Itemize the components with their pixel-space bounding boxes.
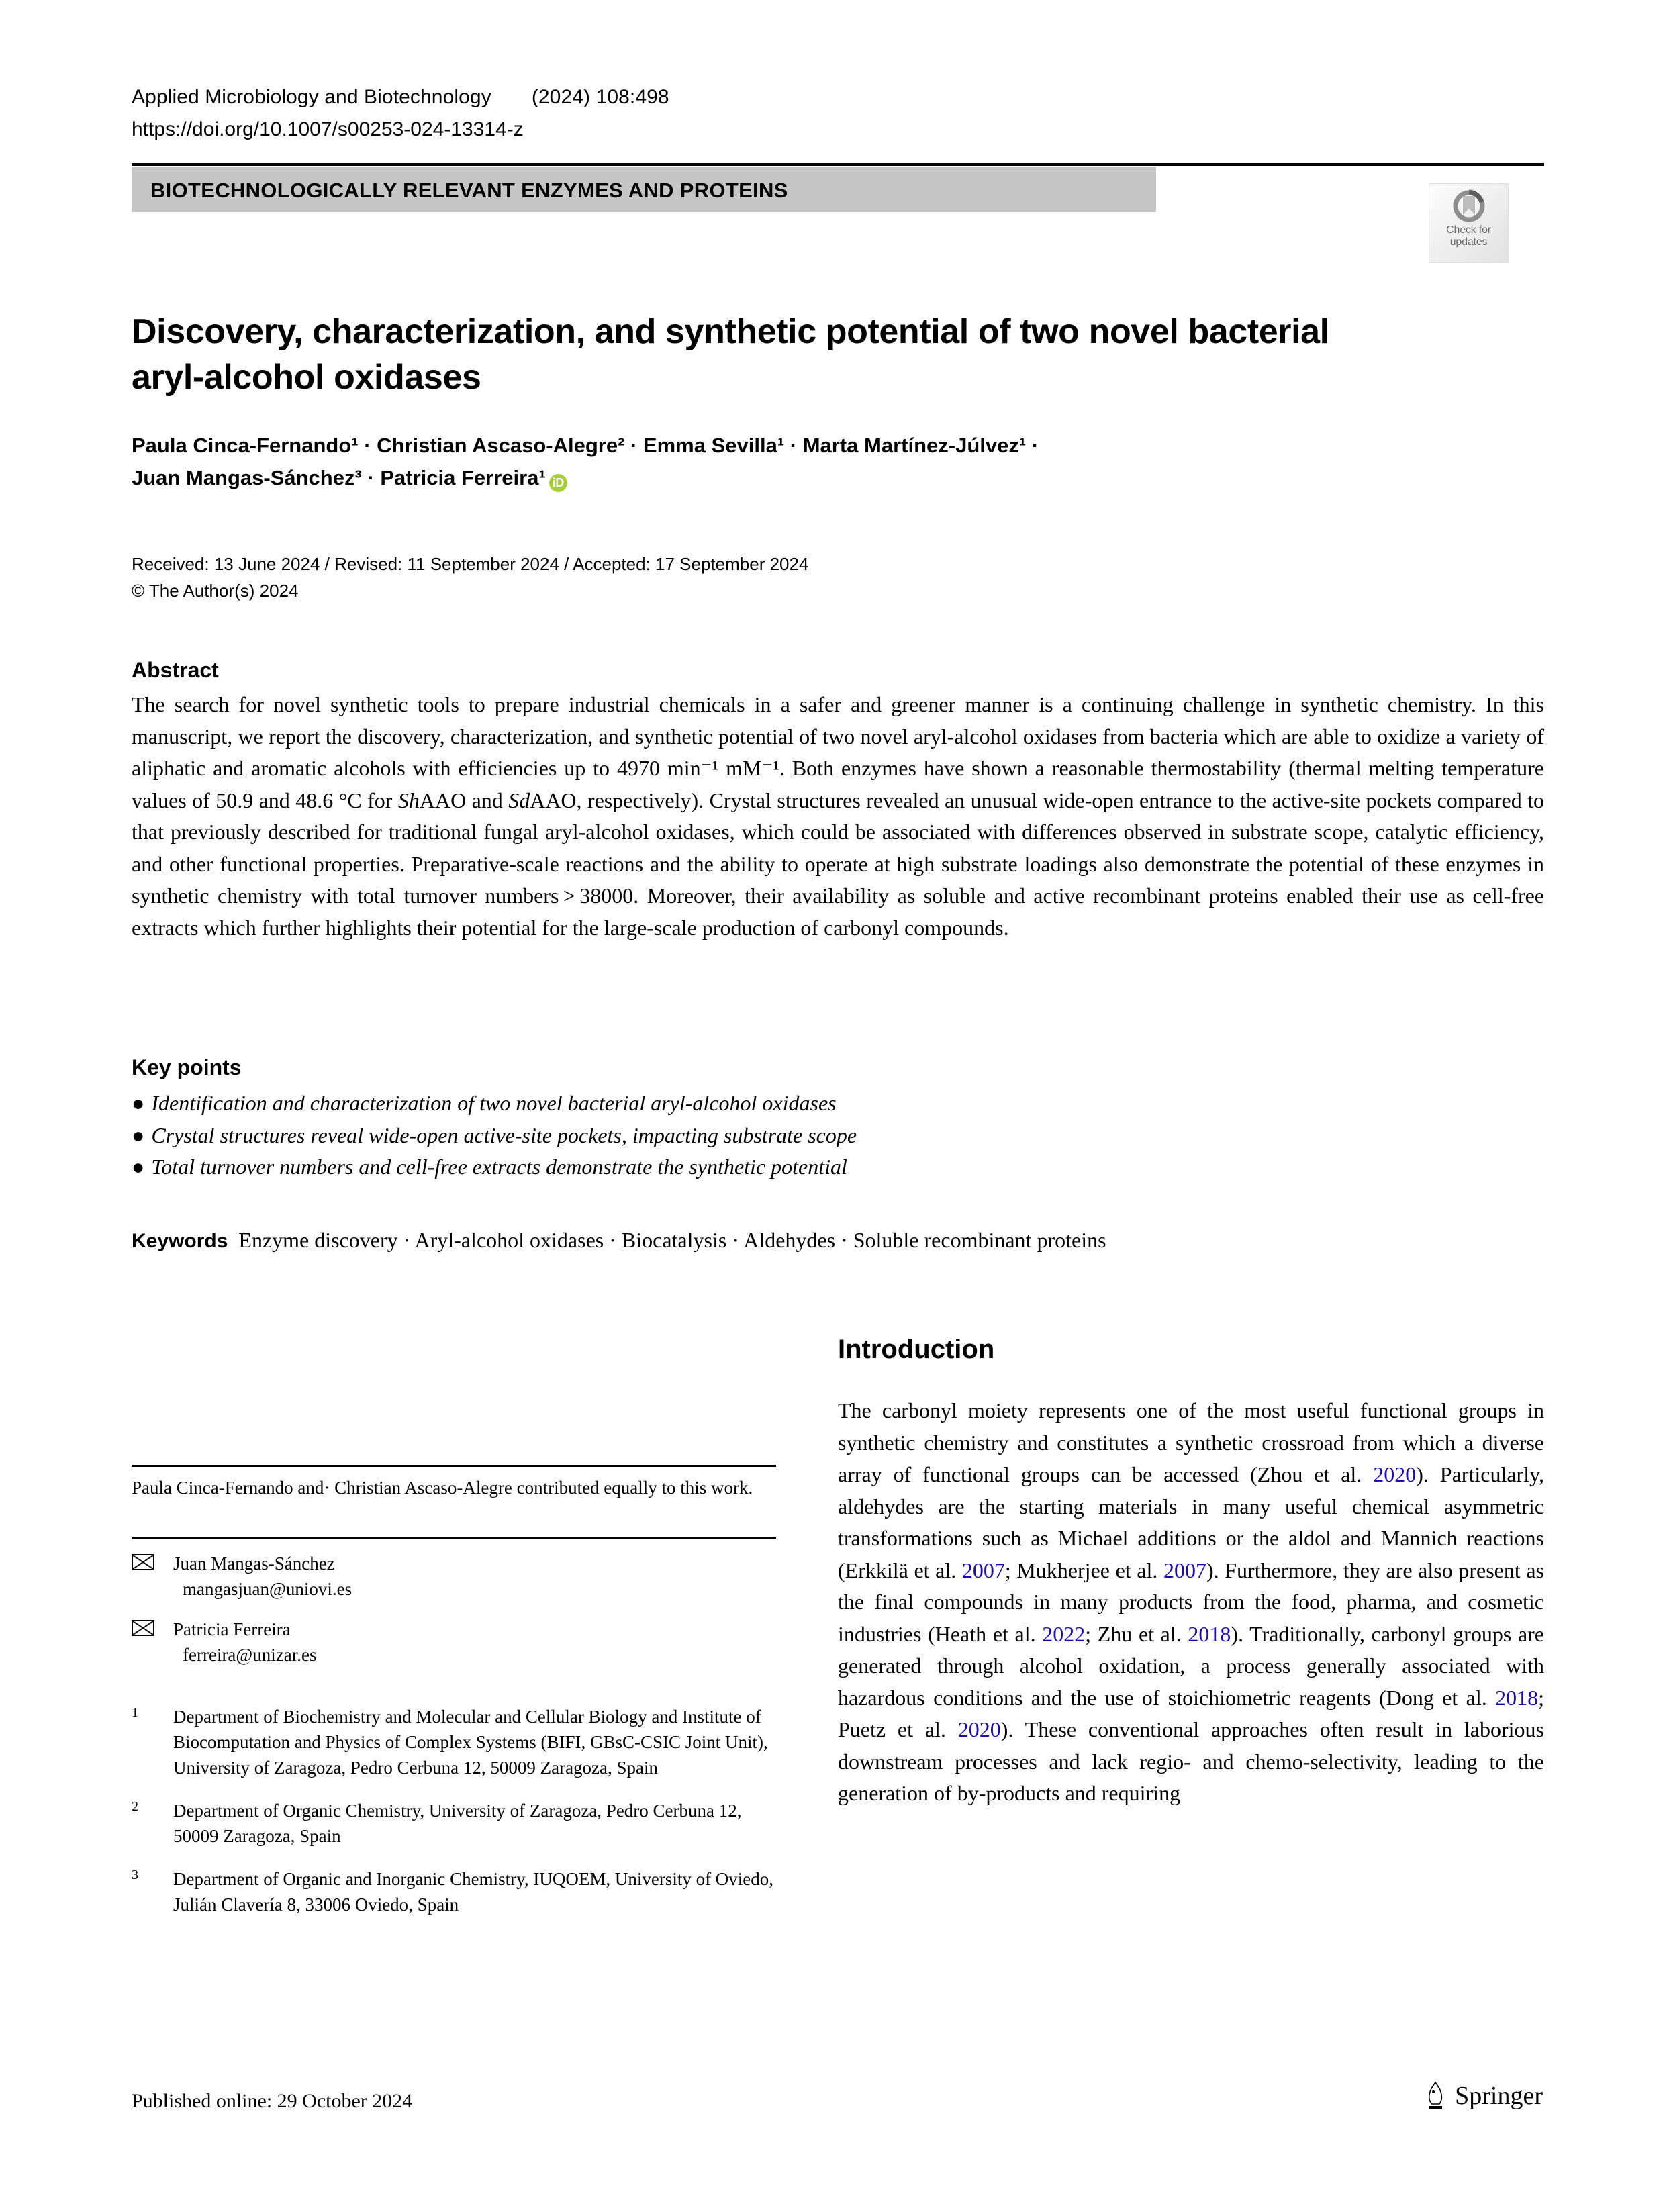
article-dates: Received: 13 June 2024 / Revised: 11 September 2024 / Accepted: 17 September 2024 <box>132 554 809 574</box>
publisher-logo <box>1424 2081 1543 2111</box>
abstract-part-3: AAO, respectively). Crystal structures revealed an unusual wide-open entrance to the active-site pockets compared to that previously described for traditional fungal aryl-alcohol oxidases, which could be associated with differences observed in substrate scope, catalytic efficiency, and other functional properties. Preparative-scale reactions and the ability to operate at high substrate loadings also demonstrate the potential of these enzymes in synthetic chemistry with total turnover numbers > 38000. Moreover, their availability as soluble and active recombinant proteins enabled their use as cell-free extracts which further highlights their potential for the large-scale production of carbonyl compounds. <box>132 787 1545 940</box>
citation-link[interactable]: 2007 <box>961 1557 1005 1582</box>
journal-doi: https://doi.org/10.1007/s00253-024-13314-z <box>132 118 524 140</box>
key-point-text: Identification and characterization of two novel bacterial aryl-alcohol oxidases <box>151 1091 837 1115</box>
article-copyright: © The Author(s) 2024 <box>132 581 299 601</box>
citation-link[interactable]: 2022 <box>1042 1621 1086 1646</box>
abstract-italic-sh: Sh <box>397 787 420 812</box>
corresponding-author <box>132 1617 776 1668</box>
key-point-text: Crystal structures reveal wide-open active-site pockets, impacting substrate scope <box>151 1122 857 1147</box>
abstract-part-1: The search for novel synthetic tools to prepare industrial chemicals in a safer and greener manner is a continuing challenge in synthetic chemistry. In this manuscript, we report the discovery, characterization, and synthetic potential of two novel aryl-alcohol oxidases from bacteria which are able to oxidize a variety of aliphatic and aromatic alcohols with efficiencies up to 4970 min⁻¹ mM⁻¹. Both enzymes have shown a reasonable thermostability (thermal melting temperature values of 50.9 and 48.6 °C for <box>132 692 1544 812</box>
citation-link[interactable]: 2018 <box>1495 1685 1539 1710</box>
intro-s6: ). Traditionally, carbonyl groups are generated through alcohol oxidation, a process generally associated with hazardous conditions and the use of stoichiometric reagents (Dong et al. <box>838 1621 1545 1710</box>
abstract-italic-sd: Sd <box>508 787 530 812</box>
orcid-icon[interactable]: iD <box>549 474 567 492</box>
author-list <box>132 430 1407 494</box>
key-points-heading: Key points <box>132 1055 242 1079</box>
affiliations-block <box>132 1704 790 1935</box>
published-online: Published online: 29 October 2024 <box>132 2090 413 2112</box>
list-item <box>132 1120 1474 1152</box>
key-point-text: Total turnover numbers and cell-free extracts demonstrate the synthetic potential <box>151 1155 847 1179</box>
affiliation-text: Department of Biochemistry and Molecular and Cellular Biology and Institute of Biocomputation and Physics of Complex Systems (BIFI, GBsC-CSIC Joint Unit), University of Zaragoza, Pedro Cerbuna 12, 50009 Zaragoza, Spain <box>173 1706 768 1778</box>
check-for-updates-badge[interactable] <box>1429 183 1509 263</box>
corresponding-author-email[interactable]: ferreira@unizar.es <box>183 1645 317 1665</box>
citation-link[interactable]: 2007 <box>1163 1557 1206 1582</box>
equal-contribution-note: Paula Cinca-Fernando and· Christian Ascaso-Alegre contributed equally to this work. <box>132 1478 753 1498</box>
envelope-icon <box>132 1554 154 1570</box>
affiliation-item <box>132 1704 790 1780</box>
journal-issue: (2024) 108:498 <box>531 86 669 108</box>
affiliation-text: Department of Organic and Inorganic Chemistry, IUQOEM, University of Oviedo, Julián Clavería 8, 33006 Oviedo, Spain <box>173 1869 774 1915</box>
header-rule <box>132 163 1544 166</box>
affiliation-item <box>132 1798 790 1849</box>
springer-knight-icon <box>1424 2081 1447 2111</box>
keywords-label: Keywords <box>132 1230 228 1252</box>
footnote-divider-top <box>132 1465 776 1467</box>
check-for-updates-icon <box>1452 189 1486 224</box>
author-line-1: Paula Cinca-Fernando¹ · Christian Ascaso-Alegre² · Emma Sevilla¹ · Marta Martínez-Júlvez¹ · <box>132 434 1039 457</box>
citation-link[interactable]: 2020 <box>1373 1462 1417 1486</box>
corresponding-author <box>132 1551 776 1602</box>
abstract-text <box>132 689 1544 944</box>
intro-s1: The carbonyl moiety represents one of the most useful functional groups in synthetic chemistry and constitutes a synthetic crossroad from which a diverse array of functional groups can be accessed (Zhou et al. <box>838 1398 1544 1486</box>
correspondence-block <box>132 1551 776 1682</box>
footnote-divider-bottom <box>132 1537 776 1539</box>
journal-header <box>132 86 1541 141</box>
keywords-list: Enzyme discovery · Aryl-alcohol oxidases · Biocatalysis · Aldehydes · Soluble recombinant proteins <box>238 1228 1106 1252</box>
bullet-icon: ● <box>132 1155 145 1179</box>
introduction-paragraph <box>838 1395 1544 1810</box>
author-line-2-text: Juan Mangas-Sánchez³ · Patricia Ferreira¹ <box>132 466 546 489</box>
journal-name: Applied Microbiology and Biotechnology <box>132 86 491 108</box>
affiliation-number: 3 <box>132 1868 138 1882</box>
article-dates-block <box>132 550 808 604</box>
envelope-icon <box>132 1620 154 1636</box>
corresponding-author-name: Patricia Ferreira <box>173 1619 291 1639</box>
abstract-part-2: AAO and <box>419 787 509 812</box>
intro-s5: ; Zhu et al. <box>1085 1621 1188 1646</box>
page-title: Discovery, characterization, and synthetic potential of two novel bacterial aryl-alcohol oxidases <box>132 311 1329 397</box>
list-item <box>132 1088 1474 1120</box>
journal-title-line <box>132 86 1541 109</box>
affiliation-number: 1 <box>132 1705 138 1720</box>
intro-s2: ). Particularly, aldehydes are the starting materials in many useful chemical asymmetric transformations such as Michael additions or the aldol and Mannich reactions (Erkkilä et al. <box>838 1462 1545 1582</box>
corresponding-author-email[interactable]: mangasjuan@uniovi.es <box>183 1579 352 1599</box>
abstract-heading: Abstract <box>132 658 219 682</box>
introduction-heading: Introduction <box>838 1335 995 1364</box>
intro-s7: ; Puetz et al. <box>838 1685 1544 1741</box>
intro-s4: ). Furthermore, they are also present as the final compounds in many products from the food, pharma, and cosmetic industries (Heath et al. <box>838 1557 1545 1646</box>
check-for-updates-line2: updates <box>1449 236 1488 248</box>
section-band <box>132 167 1156 212</box>
bullet-icon: ● <box>132 1091 145 1115</box>
author-line-2 <box>132 462 1407 494</box>
check-for-updates-line1: Check for <box>1446 224 1491 236</box>
intro-s8: ). These conventional approaches often result in laborious downstream processes and lack regio- and chemo-selectivity, leading to the generation of by-products and requiring <box>838 1717 1545 1805</box>
intro-s3: ; Mukherjee et al. <box>1004 1557 1163 1582</box>
section-band-label: BIOTECHNOLOGICALLY RELEVANT ENZYMES AND PROTEINS <box>150 179 788 202</box>
bullet-icon: ● <box>132 1122 145 1147</box>
citation-link[interactable]: 2020 <box>957 1717 1001 1741</box>
affiliation-item <box>132 1866 790 1917</box>
list-item <box>132 1151 1474 1184</box>
corresponding-author-name: Juan Mangas-Sánchez <box>173 1553 335 1574</box>
affiliation-number: 2 <box>132 1799 138 1814</box>
affiliation-text: Department of Organic Chemistry, University of Zaragoza, Pedro Cerbuna 12, 50009 Zaragoza, Spain <box>173 1800 742 1846</box>
citation-link[interactable]: 2018 <box>1188 1621 1231 1646</box>
keywords-block <box>132 1224 1544 1257</box>
key-points-list <box>132 1088 1474 1184</box>
publisher-name: Springer <box>1455 2082 1543 2110</box>
